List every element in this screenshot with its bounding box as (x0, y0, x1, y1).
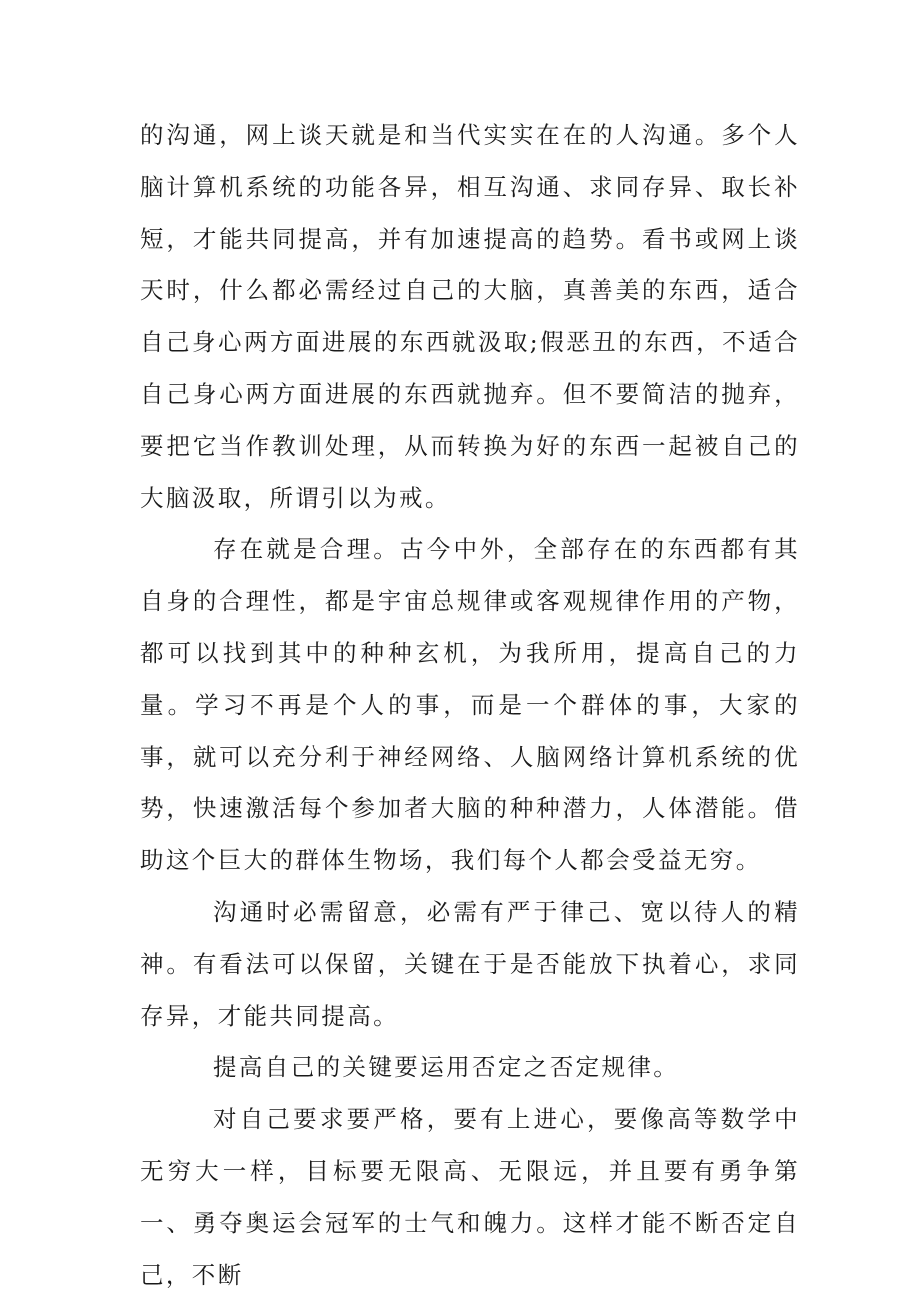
document-body (140, 110, 800, 1301)
paragraph-3: 沟通时必需留意，必需有严于律己、宽以待人的精神。有看法可以保留，关键在于是否能放下执着心，求同存异，才能共同提高。 (140, 897, 800, 1030)
paragraph-1: 的沟通，网上谈天就是和当代实实在在的人沟通。多个人脑计算机系统的功能各异，相互沟通、求同存异、取长补短，才能共同提高，并有加速提高的趋势。看书或网上谈天时，什么都必需经过自己的大脑，真善美的东西，适合自己身心两方面进展的东西就汲取;假恶丑的东西，不适合自己身心两方面进展的东西就抛弃。但不要简洁的抛弃，要把它当作教训处理，从而转换为好的东西一起被自己的大脑汲取，所谓引以为戒。 (140, 121, 800, 512)
paragraph-2: 存在就是合理。古今中外，全部存在的东西都有其自身的合理性，都是宇宙总规律或客观规律作用的产物，都可以找到其中的种种玄机，为我所用，提高自己的力量。学习不再是个人的事，而是一个群体的事，大家的事，就可以充分利于神经网络、人脑网络计算机系统的优势，快速激活每个参加者大脑的种种潜力，人体潜能。借助这个巨大的群体生物场，我们每个人都会受益无穷。 (140, 535, 800, 875)
paragraph-5: 对自己要求要严格，要有上进心，要像高等数学中无穷大一样，目标要无限高、无限远，并且要有勇争第一、勇夺奥运会冠军的士气和魄力。这样才能不断否定自己，不断 (140, 1105, 800, 1289)
paragraph-4: 提高自己的关键要运用否定之否定规律。 (213, 1053, 680, 1082)
